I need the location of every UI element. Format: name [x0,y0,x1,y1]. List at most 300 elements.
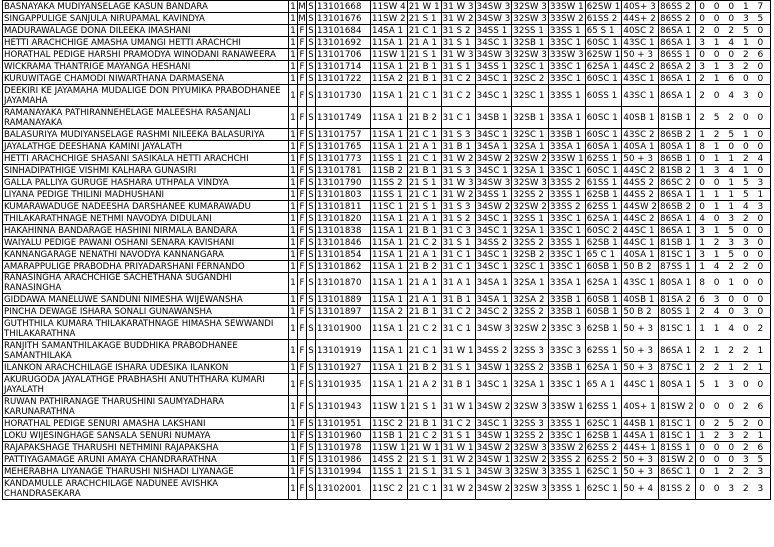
stream-cell: 1 [290,129,296,140]
index-number-cell: 13101820 [316,213,371,225]
index-number-cell: 13101900 [316,318,371,340]
subject-7-cell: 61SS 1 [585,177,622,189]
stream-cell: 1 [290,213,296,224]
stream-cell: 1 [290,294,296,305]
subject-4-cell: 34SW 3 [476,1,511,12]
medium-cell: S [308,201,314,212]
subject-5-cell: 32SW 3 [513,1,547,12]
subject-2-cell: 21 A 1 [407,249,441,261]
student-name-cell: GIDDAWA MANELUWE SANDUNI NIMESHA WIJEWANSHA [3,294,289,306]
subject-1-cell: 11SW 1 [372,49,406,60]
student-name-cell: KUMARAWADUGE NADEESHA DARSHANEE KUMARAWADU [3,201,289,213]
subject-1-cell: 11SA 1 [371,141,408,153]
subject-5-cell: 32SB 2 [512,249,549,261]
index-number-cell: 13101927 [316,362,371,374]
medium-cell: S [308,418,314,429]
subject-6-cell: 33SC 1 [549,165,586,177]
subject-9-cell: 86SA 1 [659,37,696,49]
subject-5-cell: 32SW 3 [513,177,547,188]
subject-2-cell: 21 B 2 [407,261,441,273]
grade-summary-cell: 1 2 3 3 0 [695,237,770,249]
results-table-body [3,1,771,500]
subject-6-cell: 33SW 1 [550,1,584,12]
medium-cell: S [308,129,314,140]
subject-8-cell: 50 + 3 [622,49,659,61]
student-name-cell: RANASINGHA ARACHCHIGE SACHETHANA SUGANDHI RANASINGHA [3,273,289,294]
medium-cell: S [308,213,314,224]
subject-2-cell: 21 C 1 [407,25,441,37]
subject-1-cell: 11SA 2 [371,306,408,318]
subject-1-cell: 11SW 1 [371,396,408,418]
student-name-cell: WICKRAMA THANTRIGE MAYANGA HESHANI [3,61,289,73]
table-row [3,85,771,107]
subject-7-cell: 60SC 1 [585,129,622,141]
index-number-cell: 13101781 [316,165,371,177]
subject-1-cell: 11SA 2 [371,73,408,85]
stream-cell: 1 [290,362,296,373]
medium-cell: S [308,237,314,248]
subject-6-cell: 33SC 3 [549,340,586,362]
subject-4-cell: 34SW 2 [475,396,512,418]
grade-summary-cell: 5 1 3 0 0 [695,374,770,396]
subject-6-cell: 33SC 1 [549,249,586,261]
student-name-cell: RANJITH SAMANTHILAKAGE BUDDHIKA PRABODHANEE SAMANTHILAKA [3,340,289,362]
subject-8-cell: 50 B 2 [622,306,659,318]
subject-5-cell: 32SC 2 [512,73,549,85]
table-row [3,273,771,294]
subject-5-cell: 32SS 2 [512,237,549,249]
subject-4-cell: 34SC 1 [475,73,512,85]
subject-3-cell: 31 A 1 [441,273,475,294]
subject-7-cell: 62SS 1 [585,153,622,165]
subject-8-cell: 40SA 1 [622,141,659,153]
table-row [3,430,771,442]
subject-4-cell: 34SW 1 [476,362,511,373]
table-row [3,189,771,201]
sex-cell: F [298,478,307,500]
subject-8-cell: 44SC 2 [622,165,659,177]
subject-1-cell: 11SA 1 [371,85,408,107]
sex-cell: M [298,13,306,24]
student-name-cell: LIYANA PEDIGE THILINI MADHUSHANI [3,189,289,201]
subject-8-cell: 40SA 1 [622,249,659,261]
sex-cell: F [298,273,307,294]
subject-8-cell: 50 + 3 [622,153,659,165]
student-name-cell: MEHERABHA LIYANAGE THARUSHI NISHADI LIYANAGE [3,466,289,478]
sex-cell: F [298,362,307,374]
subject-2-cell: 21 C 1 [407,478,441,500]
grade-summary-cell: 1 1 4 0 2 [695,318,770,340]
student-name-cell: SINHADIPATHIGE VISHMI KALHARA GUNASIRI [3,165,289,177]
subject-6-cell: 33SC 1 [549,430,586,442]
grade-summary-cell: 0 1 2 2 3 [695,466,770,478]
stream-cell: 1 [290,37,296,48]
student-name-cell: GUTHTHILA KUMARA THILAKARATHNAGE HIMASHA SEWWANDI THILAKARATHNA [3,318,289,340]
table-row [3,1,771,13]
subject-8-cell: 50 + 3 [622,362,659,374]
stream-cell: 1 [290,189,296,200]
subject-8-cell: 44SB 1 [622,418,659,430]
subject-4-cell: 34SW 3 [476,13,511,24]
subject-5-cell: 32SS 2 [512,306,549,318]
table-row [3,49,771,61]
subject-1-cell: 11SA 1 [371,129,408,141]
subject-9-cell: 81SB 1 [659,107,696,129]
grade-summary-cell: 2 1 6 0 0 [695,73,770,85]
grade-summary-cell: 3 1 5 0 0 [695,249,770,261]
subject-9-cell: 81SC 1 [659,418,696,430]
table-row [3,374,771,396]
student-name-cell: WAIYALU PEDIGE PAWANI OSHANI SENARA KAVISHANI [3,237,289,249]
subject-2-cell: 21 B 1 [407,73,441,85]
subject-3-cell: 31 W 1 [441,340,475,362]
subject-4-cell: 34SC 2 [475,306,512,318]
student-name-cell: PATTIYAGAMAGE ARUNI AMAYA CHANDRARATHNA [3,454,289,466]
subject-4-cell: 34SW 3 [476,466,511,477]
subject-4-cell: 34SS 2 [475,340,512,362]
subject-7-cell: 62SA 1 [585,273,622,294]
table-row [3,61,771,73]
subject-7-cell: 62SS 2 [585,442,622,454]
subject-6-cell: 33SS 1 [549,189,586,201]
grade-summary-cell: 1 1 1 5 1 [695,189,770,201]
grade-summary-cell: 1 2 3 2 1 [695,430,770,442]
index-number-cell: 13101749 [316,107,371,129]
index-number-cell: 13101994 [316,466,371,478]
stream-cell: 1 [290,141,296,152]
subject-8-cell: 43SC 1 [622,73,659,85]
subject-6-cell: 33SS 1 [549,466,586,478]
medium-cell: S [308,454,314,465]
index-number-cell: 13101854 [316,249,371,261]
subject-7-cell: 62SS 2 [585,454,622,466]
subject-3-cell: 31 W 2 [442,454,474,465]
medium-cell: S [308,1,314,12]
subject-4-cell: 34SW 3 [476,177,511,188]
grade-summary-cell: 0 2 5 2 0 [695,418,770,430]
stream-cell: 1 [290,165,296,176]
subject-5-cell: 32SA 2 [512,294,549,306]
subject-1-cell: 11SS 1 [371,189,408,201]
stream-cell: 1 [290,430,296,441]
subject-8-cell: 50 + 3 [622,340,659,362]
subject-2-cell: 21 S 1 [407,49,441,61]
medium-cell: S [308,73,314,84]
subject-1-cell: 11SA 1 [371,340,408,362]
table-row [3,129,771,141]
subject-4-cell: 34SC 1 [475,213,512,225]
subject-7-cell: 62SC 1 [585,478,622,500]
sex-cell: F [298,430,307,442]
subject-8-cell: 44SC 1 [622,225,659,237]
subject-2-cell: 21 A 2 [407,374,441,396]
subject-2-cell: 21 C 1 [407,189,441,201]
subject-4-cell: 34SC 1 [475,85,512,107]
subject-7-cell: 60SC 1 [585,37,622,49]
subject-5-cell: 32SW 2 [513,454,547,465]
subject-1-cell: 11SA 1 [371,213,408,225]
stream-cell: 1 [290,73,296,84]
subject-7-cell: 65 C 1 [585,249,622,261]
subject-6-cell: 33SB 1 [549,362,586,374]
subject-6-cell: 33SC 1 [549,213,586,225]
index-number-cell: 13101986 [316,454,371,466]
sex-cell: F [298,61,307,73]
subject-4-cell: 34SW 2 [475,478,512,500]
medium-cell: S [308,37,314,48]
subject-5-cell: 32SS 2 [512,189,549,201]
subject-3-cell: 31 C 1 [441,107,475,129]
subject-1-cell: 11SA 1 [371,37,408,49]
grade-summary-cell: 0 0 0 1 7 [695,1,770,13]
subject-3-cell: 31 W 1 [442,442,474,453]
grade-summary-cell: 3 1 3 2 0 [695,61,770,73]
grade-summary-cell: 6 3 0 0 0 [695,294,770,306]
subject-1-cell: 11SB 2 [371,165,408,177]
subject-7-cell: 60SA 1 [585,141,622,153]
subject-2-cell: 21 S 1 [407,454,441,466]
subject-8-cell: 44SA 1 [622,430,659,442]
table-row [3,153,771,165]
student-name-cell: RAJAPAKSHAGE THARUSHI NETHMINI RAJAPAKSHA [3,442,289,454]
subject-5-cell: 32SS 1 [512,213,549,225]
grade-summary-cell: 1 4 2 2 0 [695,261,770,273]
grade-summary-cell: 0 0 3 2 3 [695,478,770,500]
subject-3-cell: 31 C 2 [441,73,475,85]
subject-6-cell: 33SB 1 [549,306,586,318]
index-number-cell: 13101870 [316,273,371,294]
subject-7-cell: 62SB 1 [585,430,622,442]
table-row [3,225,771,237]
subject-3-cell: 31 C 2 [441,306,475,318]
subject-8-cell: 44SC 1 [622,237,659,249]
subject-4-cell: 34SC 1 [475,374,512,396]
results-table [2,0,771,500]
subject-6-cell: 33SA 1 [549,141,586,153]
subject-7-cell: 62SA 1 [585,61,622,73]
subject-1-cell: 11SA 1 [371,273,408,294]
subject-5-cell: 32SB 1 [512,107,549,129]
subject-1-cell: 11SA 1 [371,107,408,129]
subject-4-cell: 34SW 1 [476,430,511,441]
subject-9-cell: 86SA 1 [659,340,696,362]
student-name-cell: HORATHAL PEDIGE HARSHI PRAMODYA WINODANI RANAWEERA [3,49,289,61]
subject-4-cell: 34SA 1 [475,294,512,306]
subject-7-cell: 65 S 1 [585,25,622,37]
student-name-cell: KANNANGARAGE NENATHI NAVODYA KANNANGARA [3,249,289,261]
table-row [3,318,771,340]
subject-5-cell: 32SS 3 [512,340,549,362]
subject-9-cell: 81SC 1 [659,318,696,340]
subject-2-cell: 21 A 1 [407,213,441,225]
subject-8-cell: 44SS 2 [622,189,659,201]
table-row [3,249,771,261]
stream-cell: 1 [290,442,296,453]
index-number-cell: 13101862 [316,261,371,273]
student-name-cell: SINGAPPULIGE SANJULA NIRUPAMAL KAVINDYA [3,13,289,25]
subject-8-cell: 44S+ 2 [622,13,659,25]
subject-7-cell: 62SC 1 [585,466,622,478]
table-row [3,177,771,189]
index-number-cell: 13101951 [316,418,371,430]
subject-8-cell: 43SC 2 [622,129,659,141]
sex-cell: F [298,340,307,362]
subject-1-cell: 11SA 1 [371,225,408,237]
subject-4-cell: 34SC 1 [475,37,512,49]
subject-1-cell: 11SA 1 [371,261,408,273]
table-row [3,141,771,153]
subject-9-cell: 86SB 2 [659,201,696,213]
student-name-cell: KURUWITAGE CHAMODI NIWARTHANA DARMASENA [3,73,289,85]
subject-3-cell: 31 W 2 [441,478,475,500]
subject-2-cell: 21 C 1 [407,153,441,165]
subject-8-cell: 44S+ 1 [622,442,659,454]
sex-cell: F [298,25,307,37]
subject-3-cell: 31 B 1 [441,294,475,306]
subject-8-cell: 43SC 1 [622,37,659,49]
stream-cell: 1 [290,237,296,248]
index-number-cell: 13101919 [316,340,371,362]
subject-4-cell: 34SW 2 [476,442,511,453]
subject-9-cell: 86SA 1 [659,73,696,85]
stream-cell: 1 [290,249,296,260]
grade-summary-cell: 0 0 0 3 5 [695,454,770,466]
index-number-cell: 13101846 [316,237,371,249]
subject-5-cell: 32SW 3 [512,396,549,418]
subject-4-cell: 34SS 1 [475,25,512,37]
student-name-cell: MADURAWALAGE DONA DILEEKA IMASHANI [3,25,289,37]
subject-4-cell: 34SA 1 [475,141,512,153]
subject-9-cell: 87SS 1 [659,261,696,273]
subject-4-cell: 34SW 2 [476,201,511,212]
sex-cell: F [298,107,307,129]
medium-cell: S [308,442,314,453]
medium-cell: S [308,306,314,317]
subject-3-cell: 31 S 3 [441,201,475,213]
subject-2-cell: 21 B 2 [407,362,441,374]
subject-2-cell: 21 S 1 [407,396,441,418]
subject-8-cell: 40S+ 1 [622,396,659,418]
subject-9-cell: 86SA 1 [659,85,696,107]
grade-summary-cell: 0 0 0 3 5 [695,13,770,25]
subject-8-cell: 40SB 1 [622,294,659,306]
subject-2-cell: 21 S 1 [407,177,441,189]
subject-4-cell: 34SC 1 [475,261,512,273]
subject-7-cell: 62SC 1 [585,418,622,430]
grade-summary-cell: 3 1 4 1 0 [695,37,770,49]
subject-5-cell: 32SW 3 [513,442,547,453]
medium-cell: S [308,362,314,373]
stream-cell: 1 [290,1,296,12]
student-name-cell: BASNAYAKA MUDIYANSELAGE KASUN BANDARA [3,1,289,13]
student-name-cell: GALLA PALLIYA GURUGE HASHARA UTHPALA VINDYA [3,177,289,189]
table-row [3,165,771,177]
student-name-cell: HETTI ARACHCHIGE AMASHA UMANGI HETTI ARACHCHI [3,37,289,49]
subject-4-cell: 34SW 2 [476,153,511,164]
subject-5-cell: 32SS 2 [512,430,549,442]
medium-cell: S [308,153,314,164]
stream-cell: 1 [290,261,296,272]
subject-7-cell: 60SS 1 [585,85,622,107]
subject-1-cell: 11SA 1 [371,318,408,340]
subject-4-cell: 34SC 1 [475,129,512,141]
table-row [3,213,771,225]
subject-2-cell: 21 B 1 [407,61,441,73]
medium-cell: S [308,294,314,305]
sex-cell: F [298,261,307,273]
subject-6-cell: 33SB 1 [549,129,586,141]
subject-8-cell: 50 + 3 [622,454,659,466]
subject-1-cell: 11SW 1 [372,442,406,453]
index-number-cell: 13101722 [316,73,371,85]
subject-5-cell: 32SC 1 [512,129,549,141]
subject-8-cell: 43SC 1 [622,273,659,294]
subject-8-cell: 40S+ 3 [622,1,659,13]
subject-3-cell: 31 W 2 [442,153,474,164]
subject-7-cell: 60SC 1 [585,165,622,177]
subject-3-cell: 31 B 1 [441,141,475,153]
sex-cell: F [298,213,307,225]
subject-7-cell: 60SB 1 [585,306,622,318]
subject-2-cell: 21 W 1 [408,442,440,453]
subject-3-cell: 31 S 2 [441,25,475,37]
subject-1-cell: 11SA 1 [371,362,408,374]
subject-6-cell: 33SB 1 [549,294,586,306]
sex-cell: F [298,306,307,318]
subject-5-cell: 32SW 2 [513,201,547,212]
subject-9-cell: 86SC 2 [659,177,696,189]
subject-3-cell: 31 C 3 [441,225,475,237]
grade-summary-cell: 0 0 1 5 3 [695,177,770,189]
medium-cell: S [307,107,316,129]
table-row [3,25,771,37]
grade-summary-cell: 2 0 4 3 0 [695,85,770,107]
sex-cell: F [298,374,307,396]
subject-2-cell: 21 C 2 [407,237,441,249]
medium-cell: S [307,340,316,362]
stream-cell: 1 [289,85,298,107]
subject-9-cell: 81SC 1 [659,430,696,442]
subject-9-cell: 81SB 2 [659,165,696,177]
subject-7-cell: 62SB 1 [585,189,622,201]
subject-8-cell: 43SC 1 [622,85,659,107]
subject-4-cell: 34SS 1 [475,61,512,73]
subject-6-cell: 33SS 2 [549,454,586,466]
medium-cell: S [308,177,314,188]
subject-9-cell: 81SA 2 [659,294,696,306]
subject-1-cell: 11SS 2 [371,177,408,189]
stream-cell: 1 [290,201,296,212]
subject-8-cell: 44SC 2 [622,213,659,225]
subject-5-cell: 32SW 3 [512,478,549,500]
index-number-cell: 13101684 [316,25,371,37]
subject-1-cell: 11SS 1 [371,153,408,165]
index-number-cell: 13101897 [316,306,371,318]
index-number-cell: 13101838 [316,225,371,237]
stream-cell: 1 [289,107,298,129]
table-row [3,340,771,362]
subject-9-cell: 81SS 1 [659,442,696,454]
table-row [3,478,771,500]
subject-7-cell: 62SA 1 [585,213,622,225]
subject-3-cell: 31 S 2 [441,213,475,225]
subject-8-cell: 40SC 2 [622,25,659,37]
subject-3-cell: 31 S 1 [441,362,475,374]
subject-9-cell: 86SA 1 [659,213,696,225]
sex-cell: F [298,153,307,165]
subject-2-cell: 21 S 1 [407,201,441,213]
subject-2-cell: 21 A 1 [407,294,441,306]
